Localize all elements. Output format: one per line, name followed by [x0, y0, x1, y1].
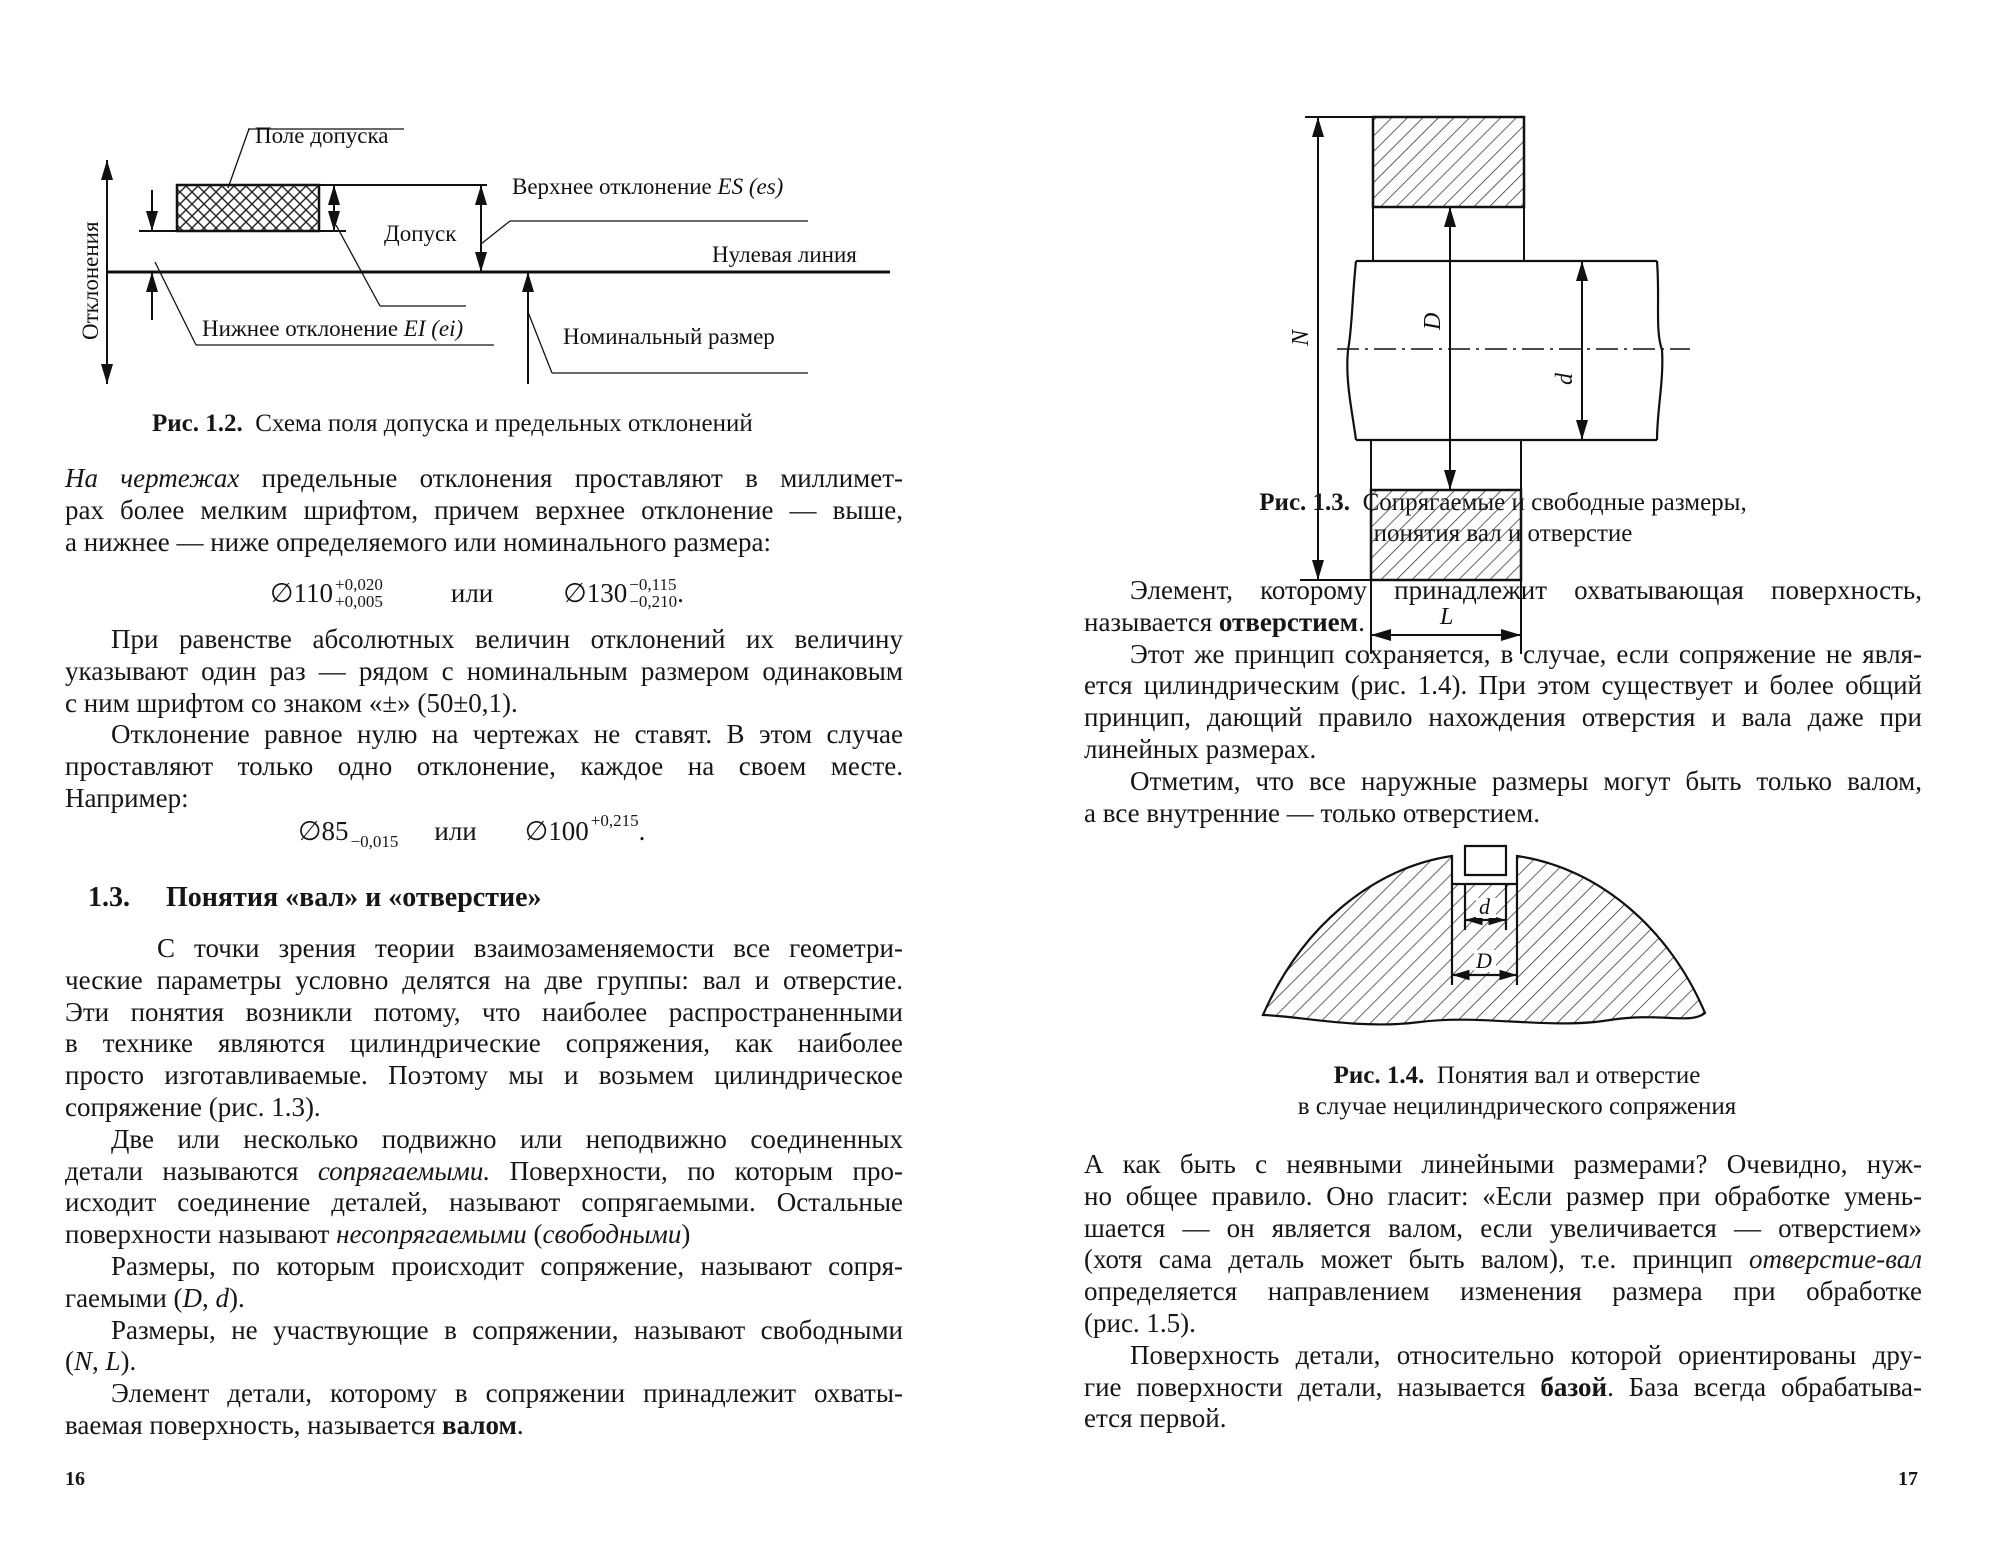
italic-term: На чертежах — [65, 463, 240, 493]
text-run: Эти понятия возникли потому, что наиболее распространенными — [65, 996, 903, 1027]
text-line — [65, 688, 903, 720]
text-line — [1084, 1308, 1922, 1340]
bold-term: валом — [442, 1409, 517, 1440]
text-run: предельные отклонения проставляют в миллимет- — [239, 463, 904, 493]
text-line — [65, 1092, 903, 1124]
text-line — [65, 751, 903, 783]
text-run: проставляют только одно отклонение, каждое на своем месте. — [65, 751, 903, 782]
page-number-right: 17 — [1898, 1468, 1918, 1490]
text-run: ). — [120, 1346, 137, 1377]
text-run: Отклонение равное нулю на чертежах не ставят. В этом случае — [111, 719, 903, 750]
text-line — [65, 1346, 903, 1378]
text-run: , — [92, 1346, 106, 1377]
paragraph — [65, 1378, 903, 1442]
text-run: указывают один раз — рядом с номинальным размером одинаковым — [65, 655, 903, 686]
text-run: исходит соединение деталей, называют сопрягаемыми. Остальные — [65, 1187, 903, 1218]
text-line — [1084, 575, 1922, 607]
text-run: ( — [65, 1346, 74, 1377]
text-run: Этот же принцип сохраняется, в случае, если сопряжение не явля- — [1130, 638, 1922, 669]
italic-term: сопрягаемыми. — [317, 1155, 491, 1186]
text-line — [65, 656, 903, 688]
label-deviations-axis: Отклонения — [78, 221, 103, 340]
italic-term: несопрягаемыми — [336, 1219, 527, 1250]
paragraph — [65, 624, 903, 719]
text-run: Элемент, которому принадлежит охватывающая поверхность, — [1130, 575, 1922, 605]
paragraph — [65, 1251, 903, 1315]
text-line — [65, 1156, 903, 1188]
text-line — [65, 1060, 903, 1092]
paragraph — [1084, 639, 1922, 766]
bold-term: отверстием — [1218, 606, 1359, 637]
section-heading: 1.3. Понятия «вал» и «отверстие» — [88, 882, 542, 913]
text-line — [1084, 1149, 1922, 1181]
text-run: С точки зрения теории взаимозаменяемости все геометри- — [157, 933, 903, 963]
label-N: N — [1288, 329, 1314, 346]
italic-term: свободными — [542, 1219, 682, 1250]
left-body — [65, 933, 903, 1442]
text-run: ). — [229, 1282, 245, 1313]
italic-term: D — [182, 1282, 203, 1313]
text-line — [65, 997, 903, 1029]
text-line — [1084, 639, 1922, 671]
label-D: D — [1476, 948, 1492, 973]
italic-term: L — [105, 1346, 121, 1377]
text-line — [65, 965, 903, 997]
text-run: Например: — [65, 782, 189, 813]
text-line — [65, 463, 903, 495]
italic-term: N — [74, 1346, 93, 1377]
figure-1-3-caption: Рис. 1.3. Сопрягаемые и свободные размеры, понятия вал и отверстие — [1259, 489, 1747, 547]
paragraph — [1084, 1149, 1922, 1340]
text-line — [65, 1378, 903, 1410]
italic-term: отверстие-вал — [1749, 1244, 1922, 1275]
text-line — [1084, 1181, 1922, 1213]
text-run: рах более мелким шрифтом, причем верхнее отклонение — выше, — [65, 494, 903, 525]
left-paragraphs-2 — [65, 624, 903, 815]
text-line — [65, 1187, 903, 1219]
text-line — [65, 933, 903, 965]
text-run: Поверхность детали, относительно которой ориентированы дру- — [1130, 1339, 1922, 1370]
label-nominal-size: Номинальный размер — [563, 324, 775, 349]
figure-1-2-caption: Рис. 1.2. Схема поля допуска и предельных отклонений — [152, 410, 753, 437]
text-run: Элемент детали, которому в сопряжении принадлежит охваты- — [111, 1378, 903, 1409]
text-line — [65, 1315, 903, 1347]
paragraph — [65, 719, 903, 814]
text-run: ческие параметры условно делятся на две группы: вал и отверстие. — [65, 964, 903, 995]
text-run: (рис. 1.5). — [1084, 1307, 1196, 1338]
paragraph — [1084, 575, 1922, 639]
text-run: ( — [526, 1219, 543, 1250]
left-paragraph-1 — [65, 463, 903, 558]
text-run: сопряжение (рис. 1.3). — [65, 1091, 321, 1122]
text-run: детали называются — [65, 1155, 318, 1186]
text-run: просто изготавливаемые. Поэтому мы и возьмем цилиндрическое — [65, 1060, 903, 1091]
page-number-left: 16 — [65, 1468, 85, 1490]
text-line — [1084, 1372, 1922, 1404]
text-run: принцип, дающий правило нахождения отверстия и вала даже при — [1084, 702, 1922, 733]
italic-term: d — [215, 1282, 230, 1313]
text-run: ется первой. — [1084, 1403, 1227, 1434]
text-line — [65, 1251, 903, 1283]
text-run: линейных размерах. — [1084, 733, 1317, 764]
text-run: , — [202, 1282, 216, 1313]
text-run: гаемыми ( — [65, 1282, 183, 1313]
text-run: ется цилиндрическим (рис. 1.4). При этом существует и более общий — [1084, 670, 1922, 701]
text-run: . — [1358, 606, 1365, 637]
paragraph — [65, 933, 903, 1124]
label-D: D — [1420, 312, 1446, 330]
paragraph — [1084, 1340, 1922, 1435]
text-run: Размеры, по которым происходит сопряжение, называют сопря- — [111, 1250, 903, 1281]
text-line — [65, 1124, 903, 1156]
text-line — [1084, 1276, 1922, 1308]
text-run: шается — он является валом, если увеличивается — отверстием» — [1084, 1212, 1922, 1243]
text-run: Поверхности, по которым про- — [490, 1155, 903, 1186]
text-run: гие поверхности детали, называется — [1084, 1371, 1541, 1402]
label-d: d — [1552, 373, 1578, 385]
text-line — [65, 783, 903, 815]
label-L: L — [1440, 604, 1454, 630]
figure-1-4-caption: Рис. 1.4. Понятия вал и отверстие в случае нецилиндрического сопряжения — [1297, 1062, 1737, 1120]
text-line — [65, 624, 903, 656]
label-tolerance: Допуск — [384, 221, 457, 246]
figure-1-4-noncylindrical — [1250, 840, 1720, 1040]
paragraph — [65, 1315, 903, 1379]
text-line — [65, 527, 903, 559]
text-line — [1084, 1213, 1922, 1245]
formula-2: ∅85 −0,015 или ∅100 +0,215 . — [298, 810, 646, 851]
text-run: называется — [1084, 606, 1219, 637]
text-run: . База всегда обрабатыва- — [1607, 1371, 1922, 1402]
text-line — [1084, 1340, 1922, 1372]
text-line — [1084, 1403, 1922, 1435]
label-zero-line: Нулевая линия — [712, 242, 857, 267]
paragraph — [65, 1124, 903, 1251]
text-run: а все внутренние — только отверстием. — [1084, 797, 1540, 828]
text-run: При равенстве абсолютных величин отклонений их величину — [111, 624, 903, 654]
text-line — [1084, 798, 1922, 830]
text-line — [65, 719, 903, 751]
formula-1: ∅110 +0,020 +0,005 или ∅130 −0,115 −0,210 . — [270, 575, 684, 611]
text-run: ) — [681, 1219, 691, 1250]
label-tolerance-field: Поле допуска — [255, 123, 389, 148]
text-run: в технике являются цилиндрические сопряжения, как наиболее — [65, 1028, 903, 1059]
text-line — [65, 1410, 903, 1442]
text-run: ваемая поверхность, называется — [65, 1409, 443, 1440]
text-run: с ним шрифтом со знаком «±» (50±0,1). — [65, 687, 518, 718]
right-paragraphs-1 — [1084, 575, 1922, 829]
text-run: Две или несколько подвижно или неподвижно соединенных — [111, 1123, 903, 1154]
text-line — [65, 1028, 903, 1060]
paragraph — [65, 463, 903, 558]
text-line — [1084, 607, 1922, 639]
text-run: . — [516, 1409, 524, 1440]
text-run: Отметим, что все наружные размеры могут быть только валом, — [1130, 765, 1922, 796]
label-lower-deviation: Нижнее отклонение EI (ei) — [202, 316, 464, 341]
text-line — [1084, 766, 1922, 798]
text-line — [1084, 670, 1922, 702]
text-run: поверхности называют — [65, 1219, 337, 1250]
text-line — [1084, 702, 1922, 734]
figure-1-2-tolerance-diagram — [0, 0, 1000, 400]
text-run: определяется направлением изменения размера при обработке — [1084, 1276, 1922, 1307]
text-line — [1084, 734, 1922, 766]
text-run: Размеры, не участвующие в сопряжении, называют свободными — [111, 1314, 903, 1345]
paragraph — [1084, 766, 1922, 830]
text-run: (хотя сама деталь может быть валом), т.е. принцип — [1084, 1244, 1750, 1275]
text-line — [65, 1283, 903, 1315]
right-paragraphs-2 — [1084, 1149, 1922, 1435]
label-upper-deviation: Верхнее отклонение ES (es) — [512, 174, 784, 199]
text-line — [65, 1219, 903, 1251]
label-d: d — [1479, 894, 1490, 919]
text-run: но общее правило. Оно гласит: «Если размер при обработке умень- — [1084, 1180, 1922, 1211]
bold-term: базой — [1540, 1371, 1608, 1402]
text-run: А как быть с неявными линейными размерами? Очевидно, нуж- — [1084, 1149, 1922, 1179]
text-run: а нижнее — ниже определяемого или номинального размера: — [65, 526, 772, 557]
text-line — [65, 495, 903, 527]
text-line — [1084, 1244, 1922, 1276]
